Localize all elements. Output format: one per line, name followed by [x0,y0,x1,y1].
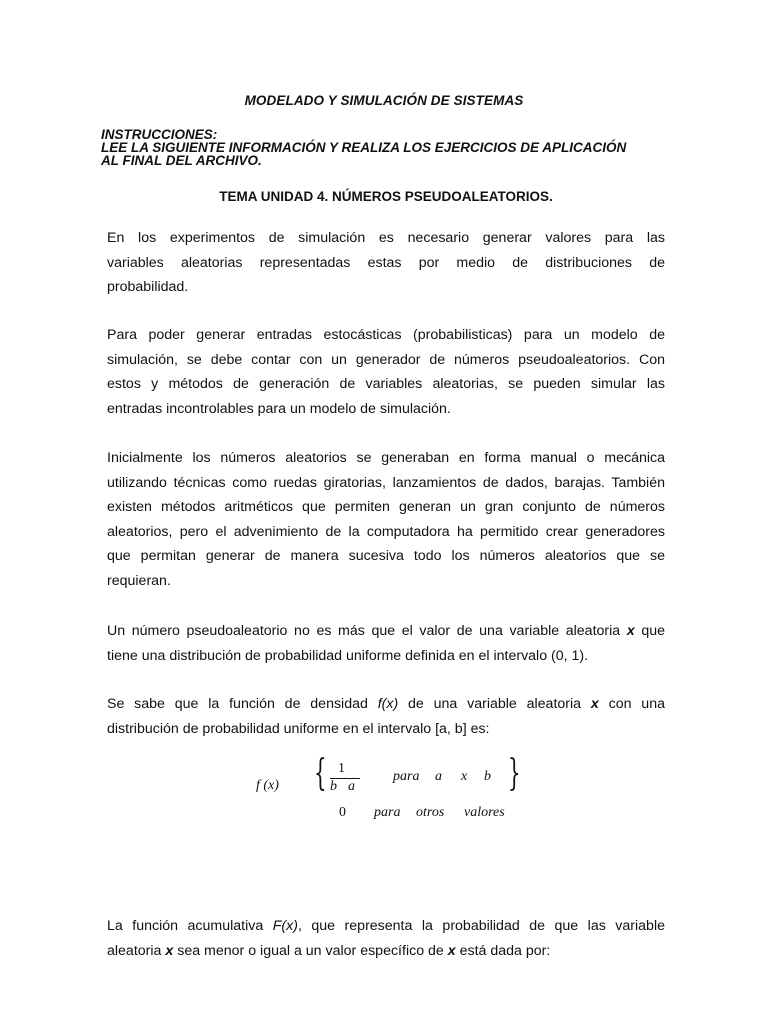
paragraph-line: simulación, se debe contar con un generador de números pseudoaleatorios. Con [107,351,665,368]
paragraph-line [107,914,665,939]
paragraph-6 [107,914,665,963]
paragraph-line: En los experimentos de simulación es necesario generar valores para las [107,230,665,246]
text-run: con una [608,696,665,712]
formula-para: para [374,805,401,820]
paragraph-line: Para poder generar entradas estocásticas (probabilisticas) para un modelo de [107,327,665,343]
text-run: Un número pseudoaleatorio no es más que el valor de una variable aleatoria [107,623,621,639]
text-run: , que representa la probabilidad de que las variable [297,918,665,934]
variable-x: x [626,623,635,639]
unit-title: TEMA UNIDAD 4. NÚMEROS PSEUDOALEATORIOS. [219,189,553,204]
variable-x: x [590,696,599,712]
text-run: sea menor o igual a un valor específico de [177,942,444,959]
fraction-denominator-a: a [348,779,355,794]
text-run: Se sabe que la función de densidad [107,696,368,712]
paragraph-line: Inicialmente los números aleatorios se generaban en forma manual o mecánica [107,450,665,466]
fraction-denominator-b: b [330,779,337,794]
paragraph-line: aleatorios, pero el advenimiento de la computadora ha permitido crear generadores [107,523,665,540]
paragraph-line [107,619,665,644]
fraction-numerator: 1 [338,761,345,776]
variable-x: x [447,942,456,959]
paragraph-line: que permitan generar de manera sucesiva todo los números aleatorios que se [107,548,665,565]
formula-otros: otros [416,805,445,820]
variable-x: x [165,942,174,959]
paragraph-line: existen métodos aritméticos que permiten generan un gran conjunto de números [107,499,665,516]
formula-zero: 0 [339,805,346,820]
formula-x: x [461,769,468,784]
paragraph-2 [107,323,665,421]
text-run: que [641,623,665,639]
paragraph-line: tiene una distribución de probabilidad uniforme definida en el intervalo (0, 1). [107,647,589,664]
formula-lhs: f (x) [256,778,279,793]
formula-a: a [435,769,442,784]
paragraph-line: probabilidad. [107,279,189,296]
paragraph-line [107,939,665,964]
formula-b: b [484,769,491,784]
left-brace-symbol: { [314,753,327,794]
paragraph-1 [107,226,665,300]
paragraph-line: distribución de probabilidad uniforme en el intervalo [a, b] es: [107,720,490,737]
text-run: La función acumulativa [107,918,264,934]
instructions-line: LEE LA SIGUIENTE INFORMACIÓN Y REALIZA LOS EJERCICIOS DE APLICACIÓN [101,140,627,155]
paragraph-line: utilizando técnicas como ruedas giratorias, lanzamientos de dados, barajas. También [107,474,665,491]
function-fx: f(x) [377,696,399,712]
paragraph-line: variables aleatorias representadas estas por medio de distribuciones de [107,254,665,271]
function-Fx: F(x) [272,918,298,934]
right-brace-symbol: } [508,753,521,794]
instructions-block [101,128,681,167]
paragraph-4 [107,619,665,668]
paragraph-line: requieran. [107,572,171,589]
paragraph-line: estos y métodos de generación de variables aleatorias, se pueden simular las [107,376,665,393]
instructions-line: AL FINAL DEL ARCHIVO. [101,153,262,168]
density-formula [250,753,530,826]
text-run: de una variable aleatoria [408,696,582,712]
instructions-heading: INSTRUCCIONES: [101,127,218,142]
paragraph-5 [107,692,665,741]
text-run: aleatoria [107,942,162,959]
text-run: está dada por: [459,942,551,959]
document-title: MODELADO Y SIMULACIÓN DE SISTEMAS [244,93,524,108]
formula-para: para [393,769,420,784]
paragraph-3 [107,446,665,594]
formula-valores: valores [464,805,505,820]
paragraph-line [107,692,665,717]
paragraph-line: entradas incontrolables para un modelo de simulación. [107,400,451,417]
